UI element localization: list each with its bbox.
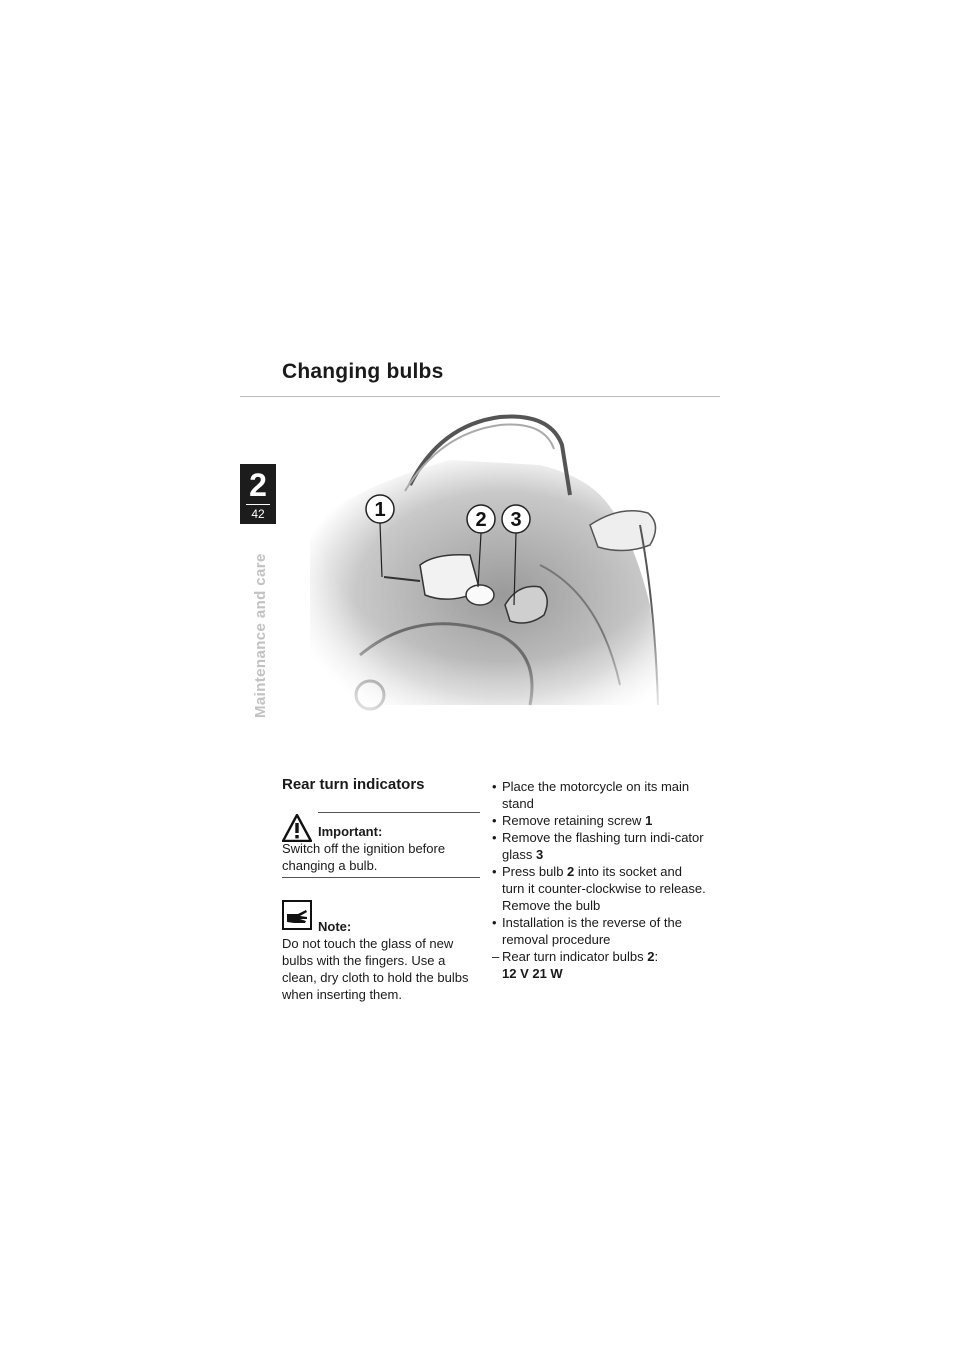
important-text: Switch off the ignition before changing a bulb. (282, 841, 446, 873)
step-ref: 3 (535, 847, 544, 862)
warning-icon (282, 814, 312, 842)
bulb-spec: 12 V 21 W (502, 966, 563, 981)
section-heading: Rear turn indicators (282, 776, 425, 793)
step-item (492, 812, 707, 829)
step-item (492, 829, 707, 863)
bullet-marker: • (492, 830, 497, 845)
note-hand-icon (282, 900, 312, 930)
side-section-label: Maintenance and care (252, 553, 269, 718)
step-text: Remove the flashing turn indi-cator glass (502, 830, 704, 862)
callout-1 (366, 495, 394, 523)
page-number: 42 (251, 507, 265, 521)
step-item (492, 914, 707, 948)
callout-3-label: 3 (510, 509, 522, 531)
note-label: Note: (318, 919, 352, 934)
chapter-separator (246, 504, 270, 505)
step-text: Place the motorcycle on its main stand (502, 779, 690, 811)
step-text: Remove retaining screw (502, 813, 646, 828)
callout-1-label: 1 (374, 499, 386, 521)
step-text: Rear turn indicator bulbs (502, 949, 648, 964)
title-rule (240, 396, 720, 397)
important-label: Important: (318, 824, 383, 839)
important-bottom-rule (282, 877, 480, 878)
step-item (492, 778, 707, 812)
dash-marker: – (492, 949, 500, 964)
callout-3 (502, 505, 530, 533)
callout-2 (467, 505, 495, 533)
step-extra: Remove the bulb (502, 898, 601, 913)
bullet-marker: • (492, 915, 497, 930)
step-item (492, 948, 707, 982)
step-ref: 2 (567, 864, 575, 879)
procedure-steps (492, 778, 707, 982)
important-top-rule (318, 812, 480, 813)
chapter-tab (240, 464, 276, 524)
note-notice (282, 900, 480, 1003)
bullet-marker: • (492, 813, 497, 828)
step-item (492, 863, 707, 914)
bullet-marker: • (492, 779, 497, 794)
step-suffix: : (654, 949, 659, 964)
chapter-number: 2 (249, 467, 267, 503)
rear-turn-indicator-illustration (300, 405, 700, 725)
note-text: Do not touch the glass of new bulbs with the fingers. Use a clean, dry cloth to hold the bulbs when inserting them. (282, 936, 469, 1002)
important-notice (282, 812, 480, 878)
step-text-pre: Press bulb (502, 864, 568, 879)
step-ref: 1 (645, 813, 653, 828)
step-text-post: into its socket and turn it counter-clockwise to release. (502, 864, 706, 896)
callout-2-label: 2 (475, 509, 487, 531)
step-ref: 2 (647, 949, 655, 964)
step-text: Installation is the reverse of the removal procedure (502, 915, 682, 947)
bullet-marker: • (492, 864, 497, 879)
page-title: Changing bulbs (282, 360, 444, 383)
